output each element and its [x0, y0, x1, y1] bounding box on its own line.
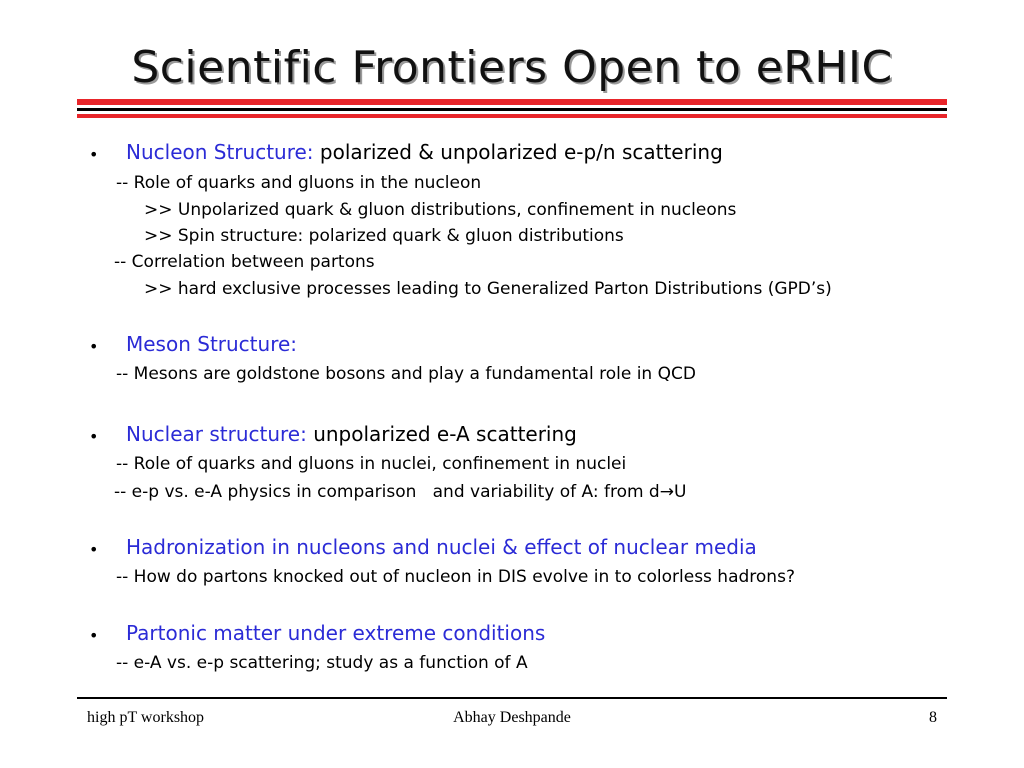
detail-line: >> Unpolarized quark & gluon distributions, confinement in nucleons — [144, 200, 737, 220]
bullet-marker: • — [89, 337, 99, 356]
detail-line: -- Role of quarks and gluons in the nucleon — [116, 173, 482, 193]
detail-line: >> Spin structure: polarized quark & gluon distributions — [144, 226, 624, 246]
footer-rule — [77, 697, 947, 699]
section-heading-line — [126, 535, 757, 559]
slide-title: Scientific Frontiers Open to eRHIC — [131, 42, 893, 93]
bullet-marker: • — [89, 626, 99, 645]
detail-line: >> hard exclusive processes leading to Generalized Parton Distributions (GPD’s) — [144, 279, 832, 299]
section-heading: Partonic matter under extreme conditions — [126, 621, 546, 645]
detail-line: -- Mesons are goldstone bosons and play a fundamental role in QCD — [116, 364, 696, 384]
bullet-marker: • — [89, 540, 99, 559]
section-heading: Hadronization in nucleons and nuclei & effect of nuclear media — [126, 535, 757, 559]
detail-line: -- e-A vs. e-p scattering; study as a function of A — [116, 653, 528, 673]
bullet-marker: • — [89, 145, 99, 164]
bullet-marker: • — [89, 427, 99, 446]
section-heading-rest: polarized & unpolarized e-p/n scattering — [313, 140, 723, 164]
detail-line: -- How do partons knocked out of nucleon in DIS evolve in to colorless hadrons? — [116, 567, 795, 587]
footer-event: high pT workshop — [87, 709, 205, 726]
slide-number: 8 — [929, 709, 937, 726]
title-rule-red-bottom — [77, 114, 947, 118]
section-heading: Nuclear structure: — [126, 422, 307, 446]
title-rule-red-top — [77, 99, 947, 105]
footer-author: Abhay Deshpande — [453, 709, 571, 726]
section-heading-rest: unpolarized e-A scattering — [306, 422, 577, 446]
detail-line: -- e-p vs. e-A physics in comparison and variability of A: from d→U — [114, 482, 687, 502]
title-rule-black — [77, 108, 947, 111]
section-heading-line — [126, 140, 723, 164]
detail-line: -- Role of quarks and gluons in nuclei, confinement in nuclei — [116, 454, 627, 474]
detail-line: -- Correlation between partons — [114, 252, 375, 272]
section-heading-line — [126, 332, 297, 356]
section-heading-line — [126, 422, 577, 446]
section-heading: Nucleon Structure: — [126, 140, 314, 164]
section-heading-line — [126, 621, 545, 645]
section-heading: Meson Structure: — [126, 332, 298, 356]
